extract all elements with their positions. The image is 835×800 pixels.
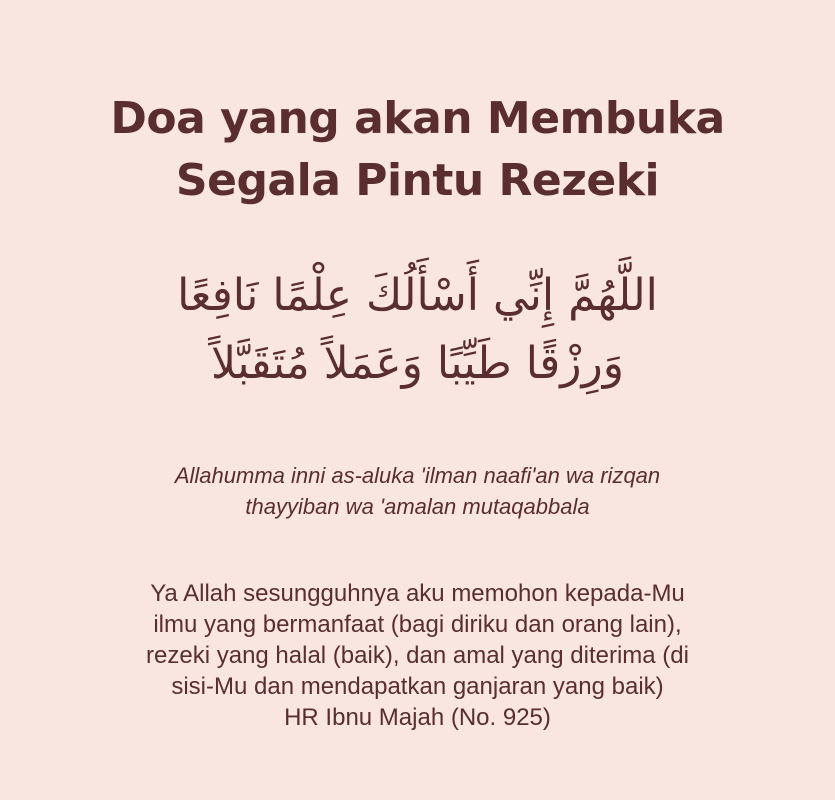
hadith-source: HR Ibnu Majah (No. 925) xyxy=(284,704,551,731)
transliteration-line-1: Allahumma inni as-aluka 'ilman naafi'an wa rizqan xyxy=(174,463,661,488)
arabic-line-1: اللَّهُمَّ إِنِّي أَسْأَلُكَ عِلْمًا نَافِعًا xyxy=(177,270,658,321)
title-line-2: Segala Pintu Rezeki xyxy=(175,155,660,206)
page-title xyxy=(40,88,795,212)
meaning-line-4: sisi-Mu dan mendapatkan ganjaran yang baik) xyxy=(171,673,664,700)
arabic-line-2: وَرِزْقًا طَيِّبًا وَعَمَلاً مُتَقَبَّلاً xyxy=(211,338,624,389)
meaning-line-1: Ya Allah sesungguhnya aku memohon kepada-Mu xyxy=(150,580,685,607)
title-line-1: Doa yang akan Membuka xyxy=(110,93,725,144)
transliteration-line-2: thayyiban wa 'amalan mutaqabbala xyxy=(245,494,590,519)
arabic-prayer xyxy=(60,262,775,398)
prayer-meaning xyxy=(50,578,785,733)
meaning-line-3: rezeki yang halal (baik), dan amal yang diterima (di xyxy=(146,642,689,669)
meaning-line-2: ilmu yang bermanfaat (bagi diriku dan orang lain), xyxy=(153,611,682,638)
transliteration xyxy=(60,460,775,522)
